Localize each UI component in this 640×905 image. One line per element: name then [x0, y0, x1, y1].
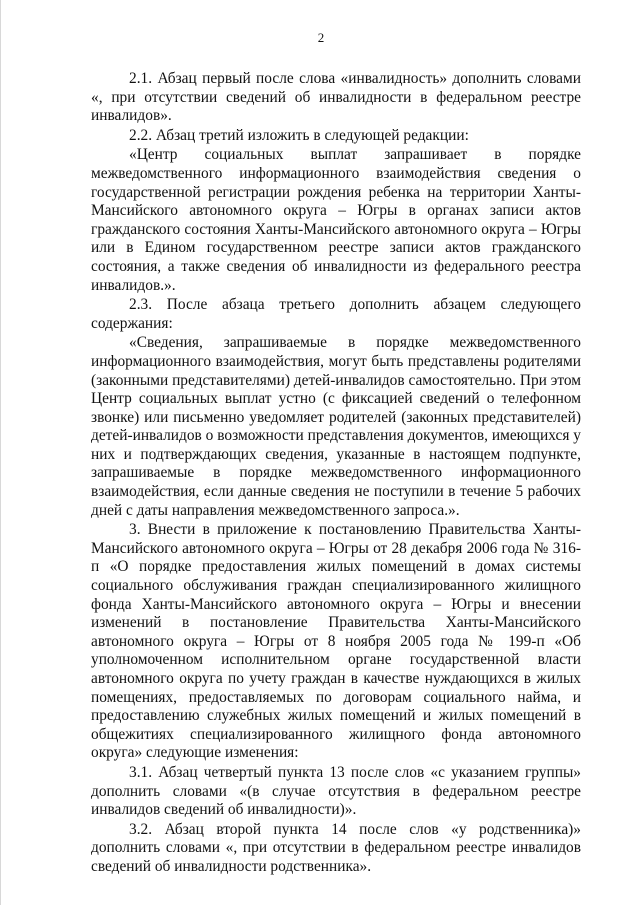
paragraph-2-1: 2.1. Абзац первый после слова «инвалидность» дополнить словами «, при отсутствии сведений об инвалидности в федеральном реестре инвалидов».: [91, 70, 581, 125]
paragraph-2-3: 2.3. После абзаца третьего дополнить абзацем следующего содержания:: [91, 296, 581, 332]
paragraph-3: 3. Внести в приложение к постановлению Правительства Ханты-Мансийского автономного округа – Югры от 28 декабря 2006 года № 316-п «О порядке предоставления жилых помещений в домах системы социального обслуживания граждан специализированного жилищного фонда Ханты-Мансийского автономного округа – Югры и внесении изменений в постановление Правительства Ханты-Мансийского автономного округа – Югры от 8 ноября 2005 года № 199-п «Об уполномоченном исполнительном органе государственной власти автономного округа по учету граждан в качестве нуждающихся в жилых помещениях, предоставляемых по договорам социального найма, и предоставлению служебных жилых помещений и жилых помещений в общежитиях специализированного жилищного фонда автономного округа» следующие изменения:: [91, 521, 581, 762]
document-body: [91, 70, 581, 878]
paragraph-2-2: 2.2. Абзац третий изложить в следующей редакции:: [129, 126, 469, 144]
page-number: 2: [317, 30, 325, 45]
paragraph-2-2-quote: «Центр социальных выплат запрашивает в порядке межведомственного информационного взаимодействия сведения о государственной регистрации рождения ребенка на территории Ханты-Мансийского автономного округа – Югры в органах записи актов гражданского состояния Ханты-Мансийского автономного округа – Югры или в Едином государственном реестре записи актов гражданского состояния, а также сведения об инвалидности из федерального реестра инвалидов.».: [91, 146, 581, 294]
paragraph-3-2: 3.2. Абзац второй пункта 14 после слов «у родственника)» дополнить словами «, при отсутствии в федеральном реестре инвалидов сведений об инвалидности родственника».: [91, 820, 581, 875]
paragraph-3-1: 3.1. Абзац четвертый пункта 13 после слов «с указанием группы» дополнить словами «(в случае отсутствия в федеральном реестре инвалидов сведений об инвалидности)».: [91, 763, 581, 819]
paragraph-2-3-quote: «Сведения, запрашиваемые в порядке межведомственного информационного взаимодействия, могут быть представлены родителями (законными представителями) детей-инвалидов самостоятельно. При этом Центр социальных выплат устно (с фиксацией сведений о телефонном звонке) или письменно уведомляет родителей (законных представителей) детей-инвалидов о возможности представления документов, имеющихся у них и подтверждающих сведения, указанные в настоящем подпункте, запрашиваемые в порядке межведомственного информационного взаимодействия, если данные сведения не поступили в течение 5 рабочих дней с даты направления межведомственного запроса.».: [91, 334, 581, 519]
